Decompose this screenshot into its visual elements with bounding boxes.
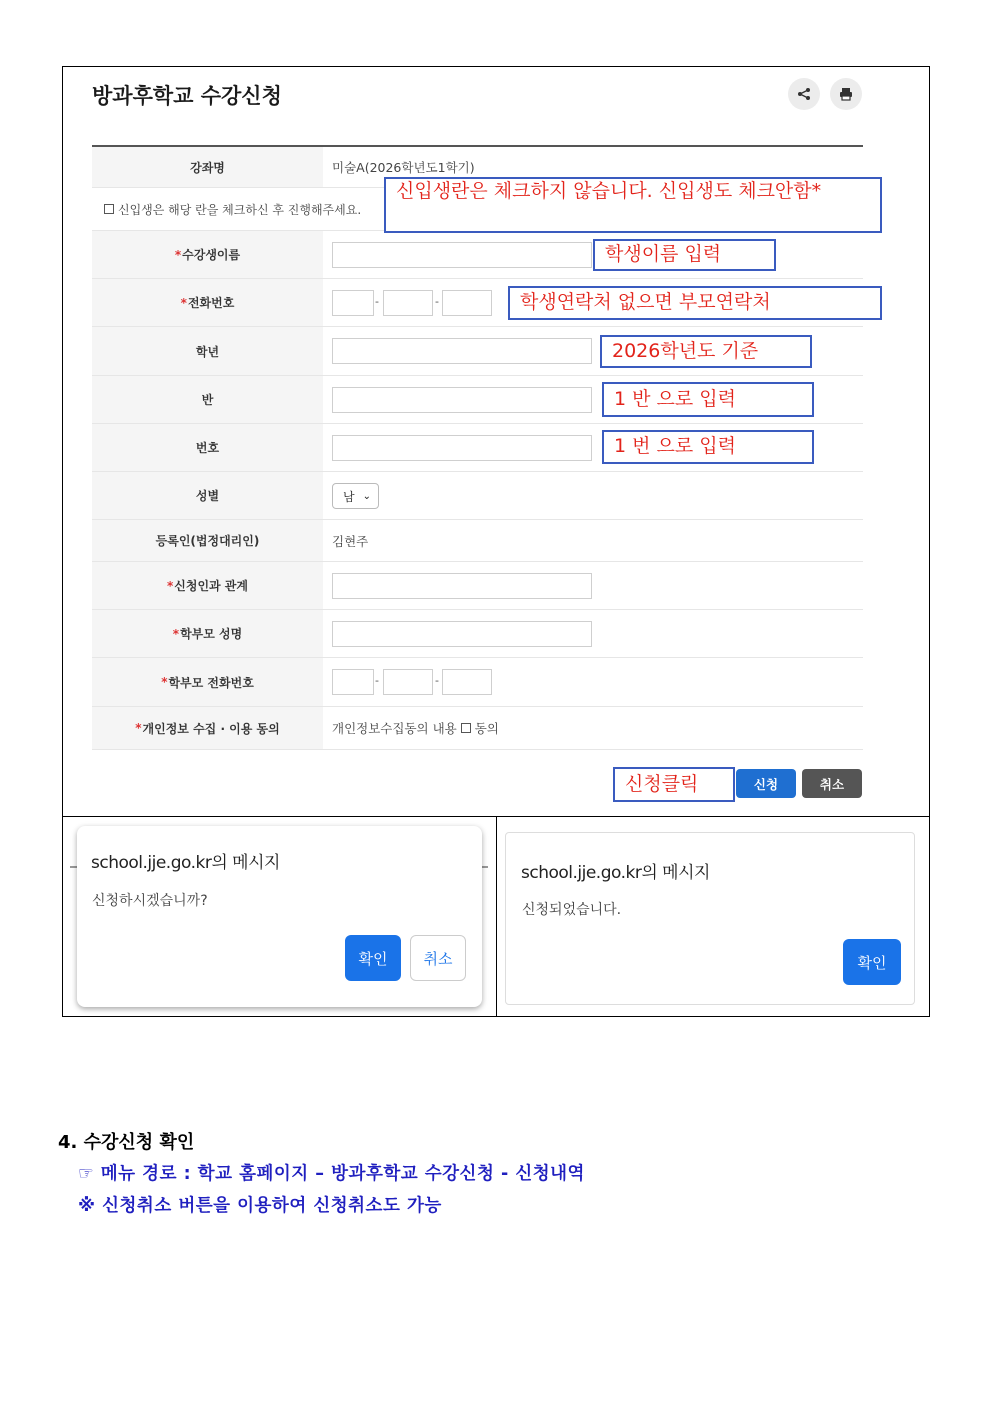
- parent-phone-label-text: 학부모 전화번호: [168, 675, 254, 690]
- required-mark: *: [166, 578, 174, 593]
- number-label: 번호: [92, 424, 323, 471]
- submit-button[interactable]: 신청: [736, 769, 796, 798]
- student-name-label: [92, 231, 323, 278]
- gender-label: 성별: [92, 472, 323, 519]
- gender-select[interactable]: [332, 483, 379, 509]
- dialog-title: school.jje.go.kr의 메시지: [91, 853, 280, 873]
- required-mark: *: [161, 675, 168, 689]
- row-gender: [92, 472, 863, 520]
- gender-value: 남: [343, 489, 355, 504]
- annotation-class: 1 반 으로 입력: [602, 382, 814, 417]
- new-student-check: [100, 188, 361, 230]
- row-privacy: [92, 707, 863, 750]
- annotation-phone: 학생연락처 없으면 부모연락처: [508, 286, 882, 320]
- new-student-checkbox[interactable]: [104, 204, 114, 214]
- registrant-label: 등록인(법정대리인): [92, 520, 323, 561]
- annotation-submit: 신청클릭: [613, 767, 735, 802]
- dialog-title: school.jje.go.kr의 메시지: [521, 863, 710, 883]
- registrant-value: 김현주: [332, 533, 369, 549]
- parent-name-label-text: 학부모 성명: [180, 627, 243, 641]
- annotation-name: 학생이름 입력: [593, 239, 776, 271]
- row-relation: [92, 562, 863, 610]
- dialog-ok-button[interactable]: 확인: [345, 935, 401, 981]
- class-label: 반: [92, 376, 323, 423]
- parent-name-label: [92, 610, 323, 657]
- course-label: 강좌명: [92, 147, 323, 187]
- relation-label: [92, 562, 323, 609]
- grade-input[interactable]: [332, 338, 592, 364]
- row-parent-name: [92, 610, 863, 658]
- grade-label: 학년: [92, 327, 323, 375]
- annotation-number: 1 번 으로 입력: [602, 430, 814, 464]
- row-parent-phone: [92, 658, 863, 707]
- privacy-label: [92, 707, 323, 749]
- relation-input[interactable]: [332, 573, 592, 599]
- dash: -: [435, 295, 439, 308]
- confirm-dialog: [77, 826, 482, 1007]
- phone-label: [92, 279, 323, 326]
- relation-label-text: 신청인과 관계: [174, 579, 248, 593]
- page-title: 방과후학교 수강신청: [92, 84, 282, 108]
- parent-phone-input-3[interactable]: [442, 669, 492, 695]
- new-student-note: 신입생은 해당 란을 체크하신 후 진행해주세요.: [118, 202, 362, 217]
- dialog-message: 신청하시겠습니까?: [92, 893, 208, 909]
- required-mark: *: [174, 247, 182, 262]
- phone-input-2[interactable]: [383, 290, 433, 316]
- dash: -: [435, 674, 439, 687]
- student-name-input[interactable]: [332, 242, 592, 268]
- dash: -: [375, 295, 379, 308]
- print-button[interactable]: [830, 78, 862, 110]
- parent-phone-input-1[interactable]: [332, 669, 374, 695]
- class-input[interactable]: [332, 387, 592, 413]
- number-input[interactable]: [332, 435, 592, 461]
- frame-divider-vertical: [496, 816, 497, 1017]
- dialog-ok-button[interactable]: 확인: [843, 939, 901, 985]
- privacy-agree-label: 동의: [474, 721, 499, 736]
- privacy-agree-checkbox[interactable]: [461, 723, 471, 733]
- required-mark: *: [180, 295, 187, 310]
- row-registrant: [92, 520, 863, 562]
- section-heading: 4. 수강신청 확인: [58, 1132, 195, 1153]
- annotation-new-student: 신입생란은 체크하지 않습니다. 신입생도 체크안함*: [384, 177, 882, 233]
- dialog-message: 신청되었습니다.: [522, 902, 622, 918]
- annotation-grade: 2026학년도 기준: [600, 335, 812, 368]
- dash: -: [375, 674, 379, 687]
- parent-name-input[interactable]: [332, 621, 592, 647]
- menu-path-note: ☞ 메뉴 경로 : 학교 홈페이지 – 방과후학교 수강신청 - 신청내역: [78, 1164, 585, 1184]
- required-mark: *: [135, 721, 142, 735]
- share-icon: [797, 87, 811, 101]
- required-mark: *: [172, 626, 180, 641]
- privacy-label-text: 개인정보 수집 · 이용 동의: [142, 721, 280, 736]
- phone-input-3[interactable]: [442, 290, 492, 316]
- cancel-button[interactable]: 취소: [802, 769, 862, 798]
- share-button[interactable]: [788, 78, 820, 110]
- phone-label-text: 전화번호: [187, 296, 235, 310]
- privacy-link[interactable]: 개인정보수집동의 내용: [332, 721, 457, 736]
- parent-phone-label: [92, 658, 323, 706]
- parent-phone-input-2[interactable]: [383, 669, 433, 695]
- course-value: 미술A(2026학년도1학기): [332, 160, 475, 175]
- phone-input-1[interactable]: [332, 290, 374, 316]
- dialog-cancel-button[interactable]: 취소: [410, 935, 466, 981]
- print-icon: [839, 87, 853, 101]
- result-dialog: [505, 832, 915, 1005]
- privacy-consent: [332, 707, 499, 749]
- chevron-down-icon: ⌄: [362, 490, 371, 502]
- cancel-note: ※ 신청취소 버튼을 이용하여 신청취소도 가능: [78, 1196, 442, 1216]
- student-name-label-text: 수강생이름: [182, 248, 241, 262]
